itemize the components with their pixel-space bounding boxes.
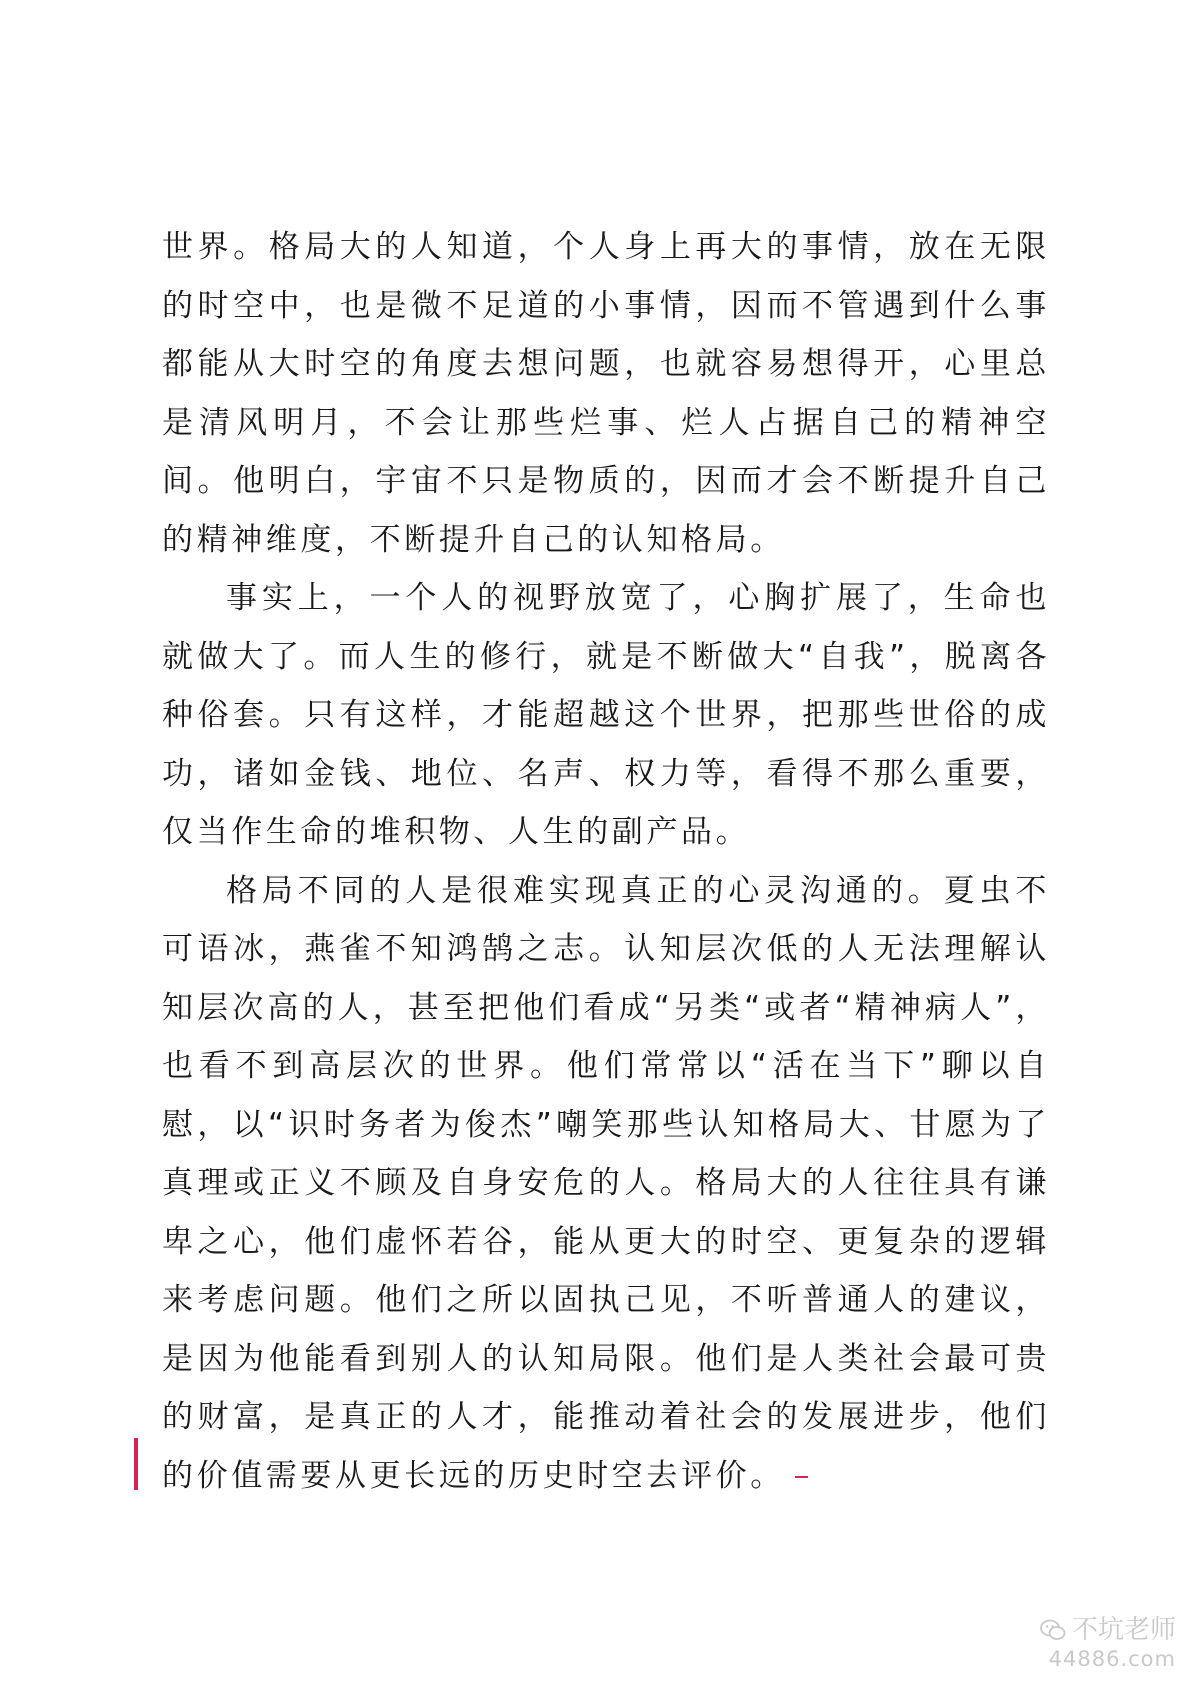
watermark-brand: [1040, 1614, 1176, 1646]
watermark-name: 不坑老师: [1071, 1615, 1176, 1645]
paragraph-1: 世界。格局大的人知道，个人身上再大的事情，放在无限的时空中，也是微不足道的小事情，因而不管遇到什么事都能从大时空的角度去想问题，也就容易想得开，心里总是清风明月，不会让那些烂事、烂人占据自己的精神空间。他明白，宇宙不只是物质的，因而才会不断提升自己的精神维度，不断提升自己的认知格局。: [162, 229, 1050, 558]
wechat-icon: [1040, 1619, 1066, 1641]
body-text: [162, 218, 1050, 1505]
paragraph-3: [162, 862, 1050, 1506]
paragraph-3-text: 格局不同的人是很难实现真正的心灵沟通的。夏虫不可语冰，燕雀不知鸿鹄之志。认知层次低的人无法理解认知层次高的人，甚至把他们看成“另类“或者“精神病人”，也看不到高层次的世界。他们常常以“活在当下”聊以自慰，以“识时务者为俊杰”嘲笑那些认知格局大、甘愿为了真理或正义不顾及自身安危的人。格局大的人往往具有谦卑之心，他们虚怀若谷，能从更大的时空、更复杂的逻辑来考虑问题。他们之所以固执己见，不听普通人的建议，是因为他能看到别人的认知局限。他们是人类社会最可贵的财富，是真正的人才，能推动着社会的发展进步，他们的价值需要从更长远的历史时空去评价。: [162, 872, 1050, 1494]
end-mark-dash: [795, 1476, 808, 1478]
paragraph-2: 事实上，一个人的视野放宽了，心胸扩展了，生命也就做大了。而人生的修行，就是不断做大“自我”，脱离各种俗套。只有这样，才能超越这个世界，把那些世俗的成功，诸如金钱、地位、名声、权力等，看得不那么重要，仅当作生命的堆积物、人生的副产品。: [162, 580, 1050, 850]
watermark: [1040, 1614, 1176, 1672]
end-mark-bar: [134, 1438, 138, 1490]
watermark-site: 44886.com: [1048, 1647, 1176, 1671]
